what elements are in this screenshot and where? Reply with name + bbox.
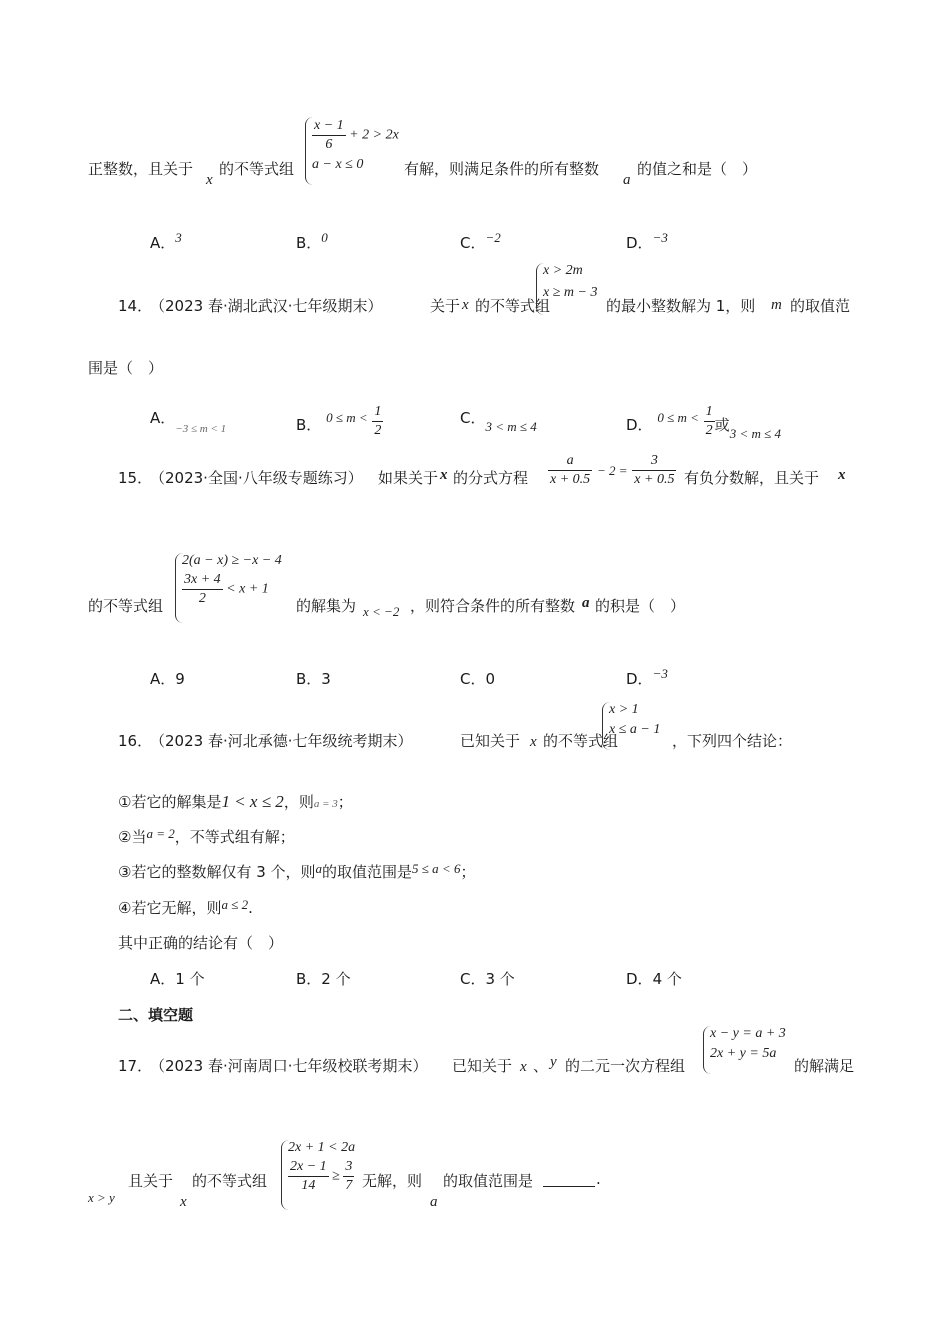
q15-var-x-2: x xyxy=(838,467,846,483)
q17-number: 17． xyxy=(118,1057,153,1075)
q15-source: （2023·全国·八年级专题练习） xyxy=(150,469,363,487)
section-title: 二、填空题 xyxy=(118,1006,194,1024)
q17-answer-blank[interactable] xyxy=(543,1172,595,1187)
q13-option-b[interactable]: B．0 xyxy=(296,230,328,252)
q17-var-a: a xyxy=(430,1194,438,1210)
q13-suffix2: 的值之和是（ ） xyxy=(637,160,758,178)
q15-option-b[interactable]: B．3 xyxy=(296,670,331,688)
q17-var-x: x xyxy=(520,1059,527,1075)
q17-equation-system: x − y = a + 3 2x + y = 5a xyxy=(703,1026,786,1074)
q17-var-x-2: x xyxy=(180,1194,187,1210)
q17-text6: 无解，则 xyxy=(362,1172,423,1190)
q15-text2: 的分式方程 xyxy=(453,469,529,487)
q13-var-a: a xyxy=(623,172,631,188)
q15-solution: x < −2 xyxy=(363,604,400,619)
q15-text6: ，则符合条件的所有整数 xyxy=(410,597,576,615)
q15-option-c[interactable]: C．0 xyxy=(460,670,496,688)
q13-prefix: 正整数，且关于 xyxy=(88,160,194,178)
q16-question: 其中正确的结论有（ ） xyxy=(118,934,284,952)
q17-text2: 的二元一次方程组 xyxy=(565,1057,686,1075)
q16-text1: 已知关于 xyxy=(460,732,521,750)
q13-mid: 的不等式组 xyxy=(219,160,295,178)
q14-text1: 关于 xyxy=(430,297,461,315)
q15-equation: $\frac{a}{x + 0.5}$ − 2 = $\frac{3}{x + 0.5}$ xyxy=(550,453,675,487)
q17-end: . xyxy=(596,1170,601,1188)
q14-text2: 的不等式组 xyxy=(475,297,551,315)
q14-var-m: m xyxy=(771,297,782,313)
q17-text7: 的取值范围是 xyxy=(443,1172,534,1190)
q16-option-d[interactable]: D．4 个 xyxy=(626,970,682,988)
q14-source: （2023 春·湖北武汉·七年级期末） xyxy=(150,297,383,315)
q17-sep: 、 xyxy=(533,1057,549,1075)
q14-inequality-system: x > 2m x ≥ m − 3 xyxy=(536,263,597,315)
q16-conclusion-2: ②当a = 2，不等式组有解； xyxy=(118,826,295,846)
q13-inequality-system: $\frac{x - 1}{6}$ + 2 > 2x a − x ≤ 0 xyxy=(305,117,399,185)
q15-number: 15． xyxy=(118,469,153,487)
q15-text7: 的积是（ ） xyxy=(595,597,686,615)
q15-var-a: a xyxy=(582,595,590,611)
q15-option-d[interactable]: D．−3 xyxy=(626,666,668,688)
q13-option-a[interactable]: A．3 xyxy=(150,230,182,252)
q14-text3: 的最小整数解为 1，则 xyxy=(606,297,756,315)
q14-option-c[interactable]: C．3 < m ≤ 4 xyxy=(460,409,537,434)
q16-number: 16． xyxy=(118,732,153,750)
q15-text4: 的不等式组 xyxy=(88,597,164,615)
q16-conclusion-4: ④若它无解，则a ≤ 2. xyxy=(118,897,253,917)
q16-source: （2023 春·河北承德·七年级统考期末） xyxy=(150,732,413,750)
q14-option-b[interactable]: B． 0 ≤ m < $\frac{1}{2}$ xyxy=(296,404,382,438)
q15-option-a[interactable]: A．9 xyxy=(150,670,185,688)
q15-inequality-system: 2(a − x) ≥ −x − 4 $\frac{3x + 4}{2}$ < x + 1 xyxy=(175,553,282,623)
q15-text3: 有负分数解，且关于 xyxy=(684,469,820,487)
q14-number: 14． xyxy=(118,297,153,315)
q15-text1: 如果关于 xyxy=(378,469,439,487)
q14-text5: 围是（ ） xyxy=(88,359,164,377)
q17-source: （2023 春·河南周口·七年级校联考期末） xyxy=(150,1057,428,1075)
q13-option-d[interactable]: D．−3 xyxy=(626,230,668,252)
q15-text5: 的解集为 xyxy=(296,597,357,615)
q16-option-a[interactable]: A．1 个 xyxy=(150,970,205,988)
q17-text3: 的解满足 xyxy=(794,1057,855,1075)
q16-conclusion-3: ③若它的整数解仅有 3 个，则a的取值范围是5 ≤ a < 6； xyxy=(118,861,476,881)
q13-var-x: x xyxy=(206,172,213,188)
q14-text4: 的取值范 xyxy=(790,297,851,315)
q17-condition: x > y xyxy=(88,1190,115,1205)
q16-text2: 的不等式组 xyxy=(543,732,619,750)
q17-var-y: y xyxy=(550,1054,557,1070)
q17-inequality-system: 2x + 1 < 2a $\frac{2x - 1}{14}$ ≥ $\frac{3}{7}$ xyxy=(281,1140,355,1210)
q13-option-c[interactable]: C．−2 xyxy=(460,230,501,252)
q16-var-x: x xyxy=(530,734,537,750)
q16-text3: ，下列四个结论： xyxy=(672,732,793,750)
q14-option-d[interactable]: D． 0 ≤ m < $\frac{1}{2}$ 或3 < m ≤ 4 xyxy=(626,404,781,441)
q13-fraction: $\frac{x - 1}{6}$ xyxy=(314,118,344,152)
q13-sys-line2: a − x ≤ 0 xyxy=(312,157,364,172)
q14-var-x: x xyxy=(462,297,469,313)
q16-option-b[interactable]: B．2 个 xyxy=(296,970,351,988)
q13-suffix1: 有解，则满足条件的所有整数 xyxy=(404,160,600,178)
q16-conclusion-1: ①若它的解集是1 < x ≤ 2，则a = 3； xyxy=(118,792,353,811)
q17-text4: 且关于 xyxy=(128,1172,174,1190)
q15-var-x: x xyxy=(440,467,448,483)
q17-text5: 的不等式组 xyxy=(192,1172,268,1190)
q16-option-c[interactable]: C．3 个 xyxy=(460,970,515,988)
q17-text1: 已知关于 xyxy=(452,1057,513,1075)
q16-inequality-system: x > 1 x ≤ a − 1 xyxy=(602,702,660,750)
q14-option-a[interactable]: A．$_{-3 \le m < 1}$ xyxy=(150,409,227,435)
